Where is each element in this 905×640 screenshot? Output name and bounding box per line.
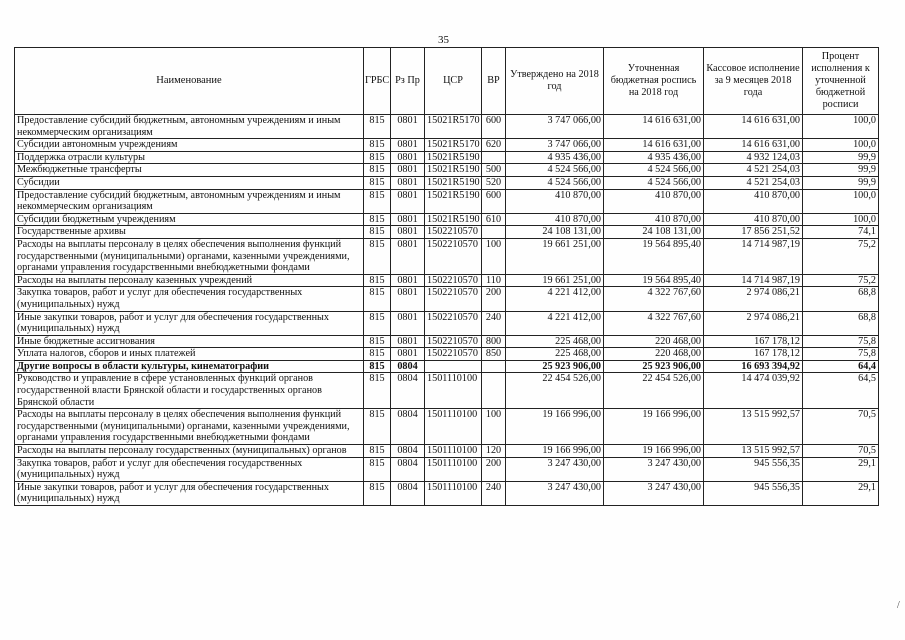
cell-refined: 19 166 996,00 <box>604 445 704 458</box>
cell-grbs: 815 <box>364 213 391 226</box>
cell-grbs: 815 <box>364 481 391 505</box>
budget-table <box>14 47 879 506</box>
cell-name: Другие вопросы в области культуры, кинематографии <box>15 360 364 373</box>
header-percent: Процент исполнения к уточненной бюджетной росписи <box>803 48 879 115</box>
cell-refined: 3 247 430,00 <box>604 481 704 505</box>
page-number: 35 <box>438 34 449 46</box>
cell-rz-pr: 0801 <box>391 176 425 189</box>
cell-rz-pr: 0801 <box>391 335 425 348</box>
cell-rz-pr: 0801 <box>391 115 425 139</box>
header-refined: Уточненная бюджетная роспись на 2018 год <box>604 48 704 115</box>
cell-vr: 610 <box>482 213 506 226</box>
cell-rz-pr: 0801 <box>391 151 425 164</box>
cell-rz-pr: 0804 <box>391 481 425 505</box>
cell-approved: 4 524 566,00 <box>506 164 604 177</box>
cell-percent: 100,0 <box>803 189 879 213</box>
cell-approved: 3 247 430,00 <box>506 457 604 481</box>
cell-name: Закупка товаров, работ и услуг для обеспечения государственных (муниципальных) нужд <box>15 457 364 481</box>
cell-cash: 410 870,00 <box>704 189 803 213</box>
cell-vr: 200 <box>482 287 506 311</box>
cell-name: Государственные архивы <box>15 226 364 239</box>
cell-percent: 29,1 <box>803 481 879 505</box>
header-grbs: ГРБС <box>364 48 391 115</box>
cell-grbs: 815 <box>364 311 391 335</box>
cell-name: Закупка товаров, работ и услуг для обеспечения государственных (муниципальных) нужд <box>15 287 364 311</box>
cell-percent: 29,1 <box>803 457 879 481</box>
cell-percent: 70,5 <box>803 445 879 458</box>
cell-vr: 240 <box>482 481 506 505</box>
cell-rz-pr: 0801 <box>391 274 425 287</box>
cell-rz-pr: 0801 <box>391 213 425 226</box>
cell-refined: 25 923 906,00 <box>604 360 704 373</box>
cell-csr: 1501110100 <box>425 457 482 481</box>
cell-csr: 1502210570 <box>425 311 482 335</box>
cell-vr <box>482 226 506 239</box>
cell-cash: 4 932 124,03 <box>704 151 803 164</box>
cell-csr: 1501110100 <box>425 445 482 458</box>
table-row <box>15 226 879 239</box>
cell-rz-pr: 0801 <box>391 311 425 335</box>
cell-grbs: 815 <box>364 348 391 361</box>
cell-vr: 500 <box>482 164 506 177</box>
cell-refined: 19 166 996,00 <box>604 409 704 445</box>
cell-csr: 1502210570 <box>425 238 482 274</box>
cell-approved: 4 221 412,00 <box>506 311 604 335</box>
cell-grbs: 815 <box>364 164 391 177</box>
cell-grbs: 815 <box>364 457 391 481</box>
cell-approved: 410 870,00 <box>506 189 604 213</box>
cell-name: Уплата налогов, сборов и иных платежей <box>15 348 364 361</box>
cell-cash: 16 693 394,92 <box>704 360 803 373</box>
cell-refined: 220 468,00 <box>604 348 704 361</box>
cell-percent: 64,5 <box>803 373 879 409</box>
cell-vr <box>482 151 506 164</box>
cell-percent: 68,8 <box>803 287 879 311</box>
cell-rz-pr: 0804 <box>391 457 425 481</box>
cell-percent: 68,8 <box>803 311 879 335</box>
header-csr: ЦСР <box>425 48 482 115</box>
cell-name: Межбюджетные трансферты <box>15 164 364 177</box>
cell-approved: 19 661 251,00 <box>506 274 604 287</box>
cell-percent: 100,0 <box>803 115 879 139</box>
cell-cash: 167 178,12 <box>704 335 803 348</box>
cell-cash: 13 515 992,57 <box>704 409 803 445</box>
margin-mark: / <box>897 600 900 611</box>
cell-rz-pr: 0801 <box>391 348 425 361</box>
cell-vr: 120 <box>482 445 506 458</box>
cell-refined: 410 870,00 <box>604 213 704 226</box>
cell-percent: 64,4 <box>803 360 879 373</box>
cell-csr: 1501110100 <box>425 409 482 445</box>
cell-percent: 99,9 <box>803 164 879 177</box>
cell-csr: 15021R5190 <box>425 189 482 213</box>
cell-approved: 3 747 066,00 <box>506 139 604 152</box>
cell-approved: 4 524 566,00 <box>506 176 604 189</box>
table-row <box>15 238 879 274</box>
cell-cash: 17 856 251,52 <box>704 226 803 239</box>
cell-vr: 600 <box>482 115 506 139</box>
cell-rz-pr: 0801 <box>391 238 425 274</box>
cell-approved: 19 661 251,00 <box>506 238 604 274</box>
cell-name: Иные закупки товаров, работ и услуг для обеспечения государственных (муниципальных) нужд <box>15 481 364 505</box>
cell-rz-pr: 0804 <box>391 409 425 445</box>
cell-cash: 13 515 992,57 <box>704 445 803 458</box>
cell-percent: 75,8 <box>803 348 879 361</box>
table-row <box>15 360 879 373</box>
table-row <box>15 409 879 445</box>
cell-cash: 167 178,12 <box>704 348 803 361</box>
cell-vr: 100 <box>482 409 506 445</box>
cell-approved: 4 935 436,00 <box>506 151 604 164</box>
cell-refined: 4 524 566,00 <box>604 176 704 189</box>
cell-refined: 4 524 566,00 <box>604 164 704 177</box>
cell-cash: 14 714 987,19 <box>704 238 803 274</box>
table-body <box>15 115 879 506</box>
cell-percent: 75,2 <box>803 274 879 287</box>
cell-csr: 15021R5190 <box>425 176 482 189</box>
cell-csr: 15021R5190 <box>425 164 482 177</box>
cell-refined: 19 564 895,40 <box>604 238 704 274</box>
cell-percent: 99,9 <box>803 151 879 164</box>
cell-name: Субсидии автономным учреждениям <box>15 139 364 152</box>
cell-refined: 19 564 895,40 <box>604 274 704 287</box>
header-vr: ВР <box>482 48 506 115</box>
cell-approved: 4 221 412,00 <box>506 287 604 311</box>
cell-grbs: 815 <box>364 360 391 373</box>
cell-approved: 225 468,00 <box>506 348 604 361</box>
cell-approved: 410 870,00 <box>506 213 604 226</box>
cell-name: Расходы на выплаты персоналу в целях обеспечения выполнения функций государственными (муниципальными) органами, казенными учреждениями, органами управления государственными внебюджетными фондами <box>15 409 364 445</box>
cell-vr: 100 <box>482 238 506 274</box>
cell-rz-pr: 0801 <box>391 226 425 239</box>
cell-approved: 24 108 131,00 <box>506 226 604 239</box>
cell-percent: 100,0 <box>803 213 879 226</box>
cell-grbs: 815 <box>364 287 391 311</box>
cell-percent: 75,8 <box>803 335 879 348</box>
cell-csr: 15021R5170 <box>425 139 482 152</box>
table-row <box>15 481 879 505</box>
cell-csr: 15021R5190 <box>425 151 482 164</box>
cell-refined: 14 616 631,00 <box>604 139 704 152</box>
cell-vr: 850 <box>482 348 506 361</box>
cell-grbs: 815 <box>364 238 391 274</box>
cell-csr: 1502210570 <box>425 348 482 361</box>
cell-percent: 70,5 <box>803 409 879 445</box>
cell-cash: 14 616 631,00 <box>704 115 803 139</box>
table-row <box>15 311 879 335</box>
cell-csr: 15021R5190 <box>425 213 482 226</box>
cell-cash: 410 870,00 <box>704 213 803 226</box>
cell-csr: 15021R5170 <box>425 115 482 139</box>
cell-grbs: 815 <box>364 115 391 139</box>
header-rz-pr: Рз Пр <box>391 48 425 115</box>
cell-rz-pr: 0801 <box>391 189 425 213</box>
table-row <box>15 348 879 361</box>
cell-vr: 200 <box>482 457 506 481</box>
cell-name: Руководство и управление в сфере установленных функций органов государственной власти Брянской области и государственных органов Брянской области <box>15 373 364 409</box>
cell-approved: 3 747 066,00 <box>506 115 604 139</box>
cell-vr: 800 <box>482 335 506 348</box>
cell-grbs: 815 <box>364 176 391 189</box>
cell-vr: 620 <box>482 139 506 152</box>
cell-csr: 1502210570 <box>425 226 482 239</box>
header-cash: Кассовое исполнение за 9 месяцев 2018 года <box>704 48 803 115</box>
cell-percent: 100,0 <box>803 139 879 152</box>
cell-percent: 99,9 <box>803 176 879 189</box>
cell-approved: 25 923 906,00 <box>506 360 604 373</box>
cell-cash: 945 556,35 <box>704 481 803 505</box>
cell-cash: 2 974 086,21 <box>704 311 803 335</box>
cell-csr: 1502210570 <box>425 335 482 348</box>
cell-rz-pr: 0804 <box>391 445 425 458</box>
cell-grbs: 815 <box>364 189 391 213</box>
cell-cash: 14 474 039,92 <box>704 373 803 409</box>
cell-refined: 24 108 131,00 <box>604 226 704 239</box>
header-approved: Утверждено на 2018 год <box>506 48 604 115</box>
cell-name: Расходы на выплаты персоналу в целях обеспечения выполнения функций государственными (муниципальными) органами, казенными учреждениями, органами управления государственными внебюджетными фондами <box>15 238 364 274</box>
cell-vr: 520 <box>482 176 506 189</box>
cell-csr <box>425 360 482 373</box>
cell-grbs: 815 <box>364 335 391 348</box>
cell-approved: 225 468,00 <box>506 335 604 348</box>
cell-approved: 22 454 526,00 <box>506 373 604 409</box>
cell-grbs: 815 <box>364 409 391 445</box>
cell-grbs: 815 <box>364 445 391 458</box>
table-row <box>15 176 879 189</box>
cell-rz-pr: 0801 <box>391 164 425 177</box>
cell-name: Иные бюджетные ассигнования <box>15 335 364 348</box>
table-row <box>15 457 879 481</box>
cell-grbs: 815 <box>364 274 391 287</box>
table-row <box>15 335 879 348</box>
cell-approved: 19 166 996,00 <box>506 409 604 445</box>
header-name: Наименование <box>15 48 364 115</box>
table-row <box>15 139 879 152</box>
cell-grbs: 815 <box>364 226 391 239</box>
cell-rz-pr: 0801 <box>391 139 425 152</box>
table-row <box>15 151 879 164</box>
table-row <box>15 445 879 458</box>
table-row <box>15 287 879 311</box>
cell-csr: 1502210570 <box>425 287 482 311</box>
cell-cash: 4 521 254,03 <box>704 176 803 189</box>
cell-vr <box>482 360 506 373</box>
cell-percent: 75,2 <box>803 238 879 274</box>
cell-refined: 14 616 631,00 <box>604 115 704 139</box>
cell-refined: 410 870,00 <box>604 189 704 213</box>
cell-vr: 600 <box>482 189 506 213</box>
cell-refined: 4 322 767,60 <box>604 287 704 311</box>
cell-refined: 22 454 526,00 <box>604 373 704 409</box>
table-row <box>15 373 879 409</box>
cell-vr: 110 <box>482 274 506 287</box>
cell-name: Поддержка отрасли культуры <box>15 151 364 164</box>
cell-name: Расходы на выплаты персоналу государственных (муниципальных) органов <box>15 445 364 458</box>
cell-cash: 14 616 631,00 <box>704 139 803 152</box>
cell-cash: 4 521 254,03 <box>704 164 803 177</box>
table-row <box>15 274 879 287</box>
cell-vr: 240 <box>482 311 506 335</box>
cell-cash: 14 714 987,19 <box>704 274 803 287</box>
cell-cash: 945 556,35 <box>704 457 803 481</box>
cell-refined: 4 322 767,60 <box>604 311 704 335</box>
cell-percent: 74,1 <box>803 226 879 239</box>
cell-name: Расходы на выплаты персоналу казенных учреждений <box>15 274 364 287</box>
cell-rz-pr: 0804 <box>391 360 425 373</box>
cell-name: Субсидии бюджетным учреждениям <box>15 213 364 226</box>
table-row <box>15 164 879 177</box>
table-row <box>15 115 879 139</box>
table-row <box>15 189 879 213</box>
cell-refined: 220 468,00 <box>604 335 704 348</box>
cell-refined: 4 935 436,00 <box>604 151 704 164</box>
cell-name: Иные закупки товаров, работ и услуг для обеспечения государственных (муниципальных) нужд <box>15 311 364 335</box>
cell-grbs: 815 <box>364 151 391 164</box>
cell-approved: 3 247 430,00 <box>506 481 604 505</box>
cell-csr: 1501110100 <box>425 373 482 409</box>
cell-rz-pr: 0804 <box>391 373 425 409</box>
cell-cash: 2 974 086,21 <box>704 287 803 311</box>
cell-name: Субсидии <box>15 176 364 189</box>
cell-refined: 3 247 430,00 <box>604 457 704 481</box>
table-row <box>15 213 879 226</box>
cell-name: Предоставление субсидий бюджетным, автономным учреждениям и иным некоммерческим организациям <box>15 189 364 213</box>
cell-grbs: 815 <box>364 139 391 152</box>
cell-rz-pr: 0801 <box>391 287 425 311</box>
cell-approved: 19 166 996,00 <box>506 445 604 458</box>
cell-csr: 1502210570 <box>425 274 482 287</box>
cell-csr: 1501110100 <box>425 481 482 505</box>
table-header-row <box>15 48 879 115</box>
cell-vr <box>482 373 506 409</box>
cell-name: Предоставление субсидий бюджетным, автономным учреждениям и иным некоммерческим организациям <box>15 115 364 139</box>
cell-grbs: 815 <box>364 373 391 409</box>
